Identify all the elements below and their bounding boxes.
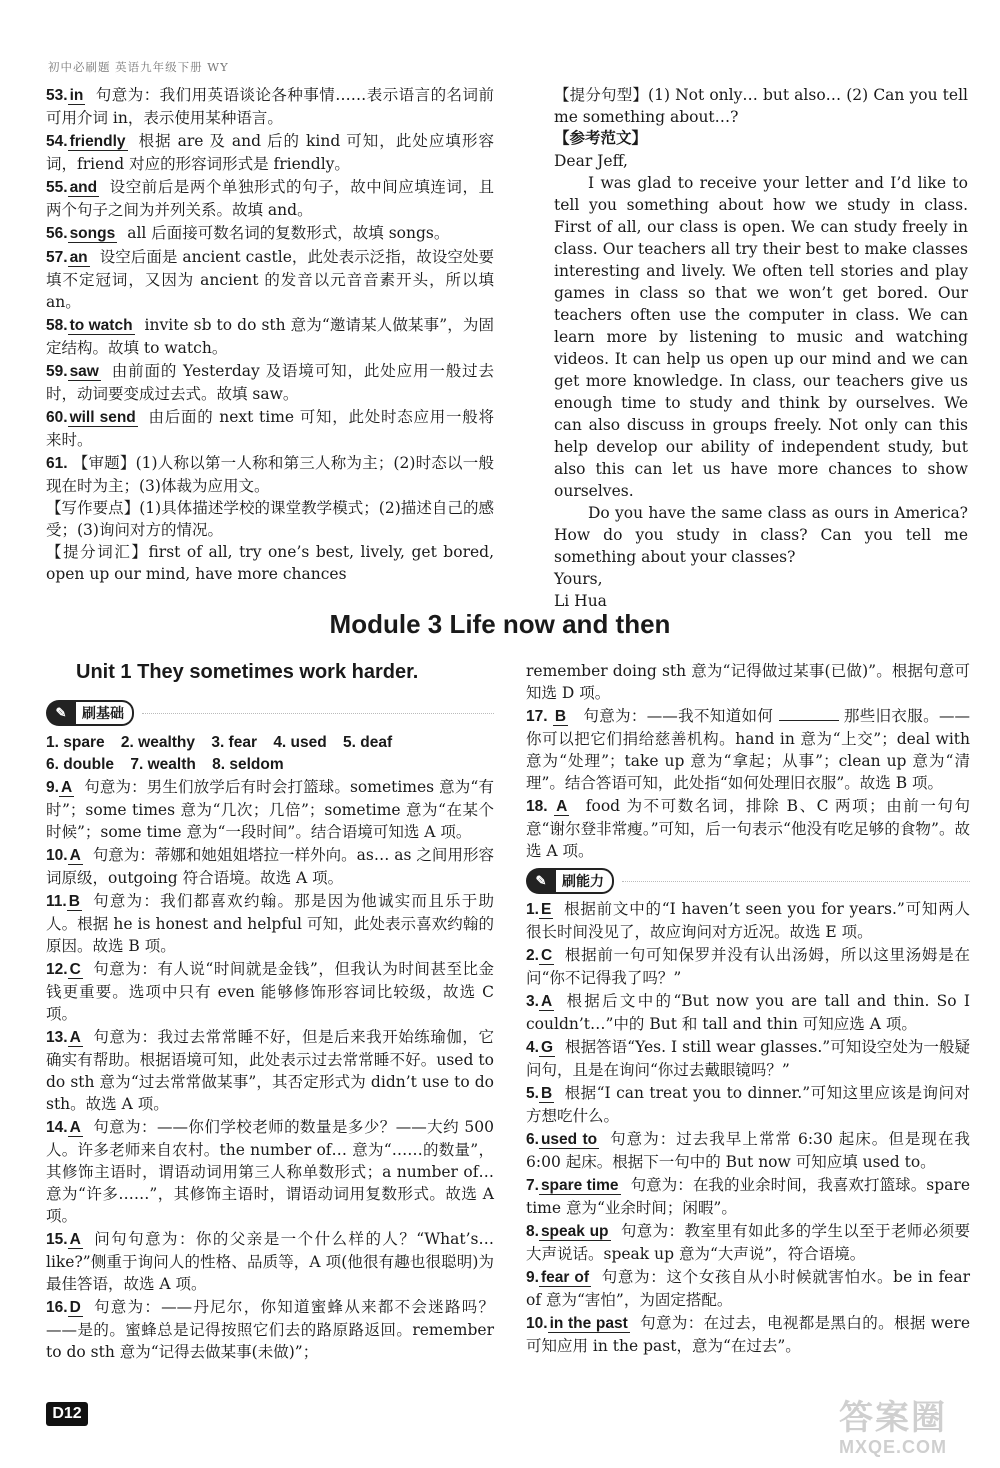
- vocab-answer: 6. double: [46, 756, 115, 773]
- answer-item: [46, 314, 494, 359]
- answer-key: A: [60, 779, 73, 796]
- item-number: 13.: [46, 1029, 68, 1046]
- watermark-text: 答案圈: [839, 1399, 947, 1437]
- item-number: 53.: [46, 87, 68, 104]
- bottom-right-column: [526, 660, 970, 1358]
- vocab-row-1: [46, 732, 494, 754]
- answer-key: B: [540, 1085, 553, 1102]
- item-number: 58.: [46, 317, 68, 334]
- answer-key: will send: [69, 409, 136, 426]
- answer-item: [46, 1116, 494, 1227]
- item-number: 59.: [46, 363, 68, 380]
- basic-tag-label: 刷基础: [76, 700, 134, 726]
- q61-line-2: 【写作要点】(1)具体描述学校的课堂教学模式；(2)描述自己的感受；(3)询问对方的情况。: [46, 499, 494, 539]
- item-number: 2.: [526, 947, 539, 964]
- answer-item: [526, 1312, 970, 1357]
- answer-key: fear of: [540, 1269, 590, 1286]
- answer-key: C: [69, 961, 81, 978]
- answer-key: A: [540, 993, 553, 1010]
- ability-tag: [526, 868, 614, 894]
- item-number: 11.: [46, 893, 67, 910]
- watermark: [808, 1400, 978, 1460]
- answer-item-61: [46, 452, 494, 585]
- vocab-answer: 1. spare: [46, 734, 105, 751]
- item-number: 9.: [46, 779, 59, 796]
- item-text: 句意为：在我的业余时间，我喜欢打篮球。spare time 意为“业余时间；闲暇”。: [526, 1176, 970, 1217]
- answer-key: A: [69, 1119, 81, 1136]
- vocab-answer: 4. used: [273, 734, 327, 751]
- answer-item: [46, 958, 494, 1025]
- item-text: 问句句意为：你的父亲是一个什么样的人？“What’s… like?”侧重于询问人的性格、品质等，A 项(他很有趣也很聪明)为最佳答语，故选 A 项。: [46, 1230, 494, 1293]
- essay-paragraph-2: Do you have the same class as ours in America? How do you study in class? Can you tell me something about your classes?: [554, 504, 968, 566]
- item-text: 句意为：这个女孩自从小时候就害怕水。be in fear of 意为“害怕”，为固定搭配。: [526, 1268, 971, 1309]
- item-number: 4.: [526, 1039, 539, 1056]
- item-text: invite sb to do sth 意为“邀请某人做某事”，为固定结构。故填 to watch。: [46, 316, 494, 357]
- item-number: 5.: [526, 1085, 539, 1102]
- answer-item: [46, 776, 494, 843]
- item-number: 61.: [46, 455, 68, 472]
- item-number: 54.: [46, 133, 68, 150]
- item-text: all 后面接可数名词的复数形式，故填 songs。: [127, 224, 450, 242]
- item-number: 55.: [46, 179, 68, 196]
- answer-item-17: [526, 705, 970, 794]
- item-number: 14.: [46, 1119, 68, 1136]
- essay-greeting: Dear Jeff,: [554, 152, 628, 170]
- item-number: 8.: [526, 1223, 539, 1240]
- answer-list-basic: [46, 776, 494, 1363]
- item-number: 7.: [526, 1177, 539, 1194]
- vocab-answer: 7. wealth: [130, 756, 196, 773]
- item-number: 57.: [46, 249, 68, 266]
- item-text-pre: 句意为：——我不知道如何: [583, 707, 774, 725]
- item-text: 由后面的 next time 可知，此处时态应用一般将来时。: [46, 408, 494, 449]
- item-text: 设空后面是 ancient castle，此处表示泛指，故设空处要填不定冠词，又因为 ancient 的发音以元音音素开头，所以填 an。: [46, 248, 494, 311]
- answer-key: songs: [69, 225, 116, 242]
- answer-key: A: [69, 1029, 81, 1046]
- vocab-answer: 3. fear: [211, 734, 257, 751]
- q61-line-1: 【审题】(1)人称以第一人称和第三人称为主；(2)时态以一般现在时为主；(3)体裁为应用文。: [46, 454, 494, 495]
- item-number: 3.: [526, 993, 539, 1010]
- answer-list-ability: [526, 898, 970, 1357]
- basic-section-header: [46, 700, 494, 726]
- item-number: 56.: [46, 225, 68, 242]
- answer-key: used to: [540, 1131, 598, 1148]
- answer-key: A: [556, 798, 568, 815]
- answer-item: [526, 1220, 970, 1265]
- essay-closing: Yours,: [554, 570, 603, 588]
- item-text-post: 那些旧衣服。——你可以把它们捐给慈善机构。hand in 意为“上交”；deal with 意为“处理”；take up 意为“拿起；从事”；clean up 意为“清理”。结合答语可知，此处指“如何处理旧衣服”。故选 B 项。: [526, 707, 970, 792]
- answer-key: to watch: [69, 317, 133, 334]
- item-text: 句意为：在过去，电视都是黑白的。根据 were 可知应用 in the past，意为“在过去”。: [526, 1314, 970, 1355]
- item-text: 根据前一句可知保罗并没有认出汤姆，所以这里汤姆是在问“你不记得我了吗？”: [526, 946, 970, 987]
- answer-item: [526, 1128, 970, 1173]
- item-number: 9.: [526, 1269, 539, 1286]
- answer-item: [46, 176, 494, 221]
- item-number: 18.: [526, 798, 548, 815]
- item-number: 6.: [526, 1131, 539, 1148]
- item-text: food 为不可数名词，排除 B、C 两项；由前一句句意“谢尔登非常瘦。”可知，后一句表示“他没有吃足够的食物”。故选 A 项。: [526, 797, 970, 860]
- answer-key: in the past: [549, 1315, 628, 1332]
- item-text: 根据 are 及 and 后的 kind 可知，此处应填形容词，friend 对应的形容词形式是 friendly。: [46, 132, 494, 173]
- module-title: Module 3 Life now and then: [329, 609, 671, 639]
- answer-key: and: [69, 179, 98, 196]
- answer-key: saw: [69, 363, 99, 380]
- answer-key: B: [554, 708, 567, 725]
- pen-icon: ✎: [526, 868, 556, 894]
- answer-item: [46, 84, 494, 129]
- item-text: 句意为：——丹尼尔，你知道蜜蜂从来都不会迷路吗？——是的。蜜蜂总是记得按照它们去的路原路返回。remember to do sth 意为“记得去做某事(未做)”；: [46, 1298, 494, 1361]
- item-text: 根据答语“Yes. I still wear glasses.”可知设空处为一般疑问句，且是在询问“你过去戴眼镜吗？”: [526, 1038, 970, 1079]
- answer-key: C: [540, 947, 553, 964]
- item-number: 17.: [526, 708, 548, 725]
- item-number: 10.: [46, 847, 68, 864]
- q61-line-3: 【提分词汇】first of all, try one’s best, lively, get bored, open up our mind, have more chances: [46, 543, 494, 583]
- answer-item: [46, 222, 494, 245]
- answer-item: [46, 1296, 494, 1363]
- bottom-left-column: [46, 700, 494, 1364]
- item-text: 句意为：教室里有如此多的学生以至于老师必须要大声说话。speak up 意为“大声说”，符合语境。: [526, 1222, 970, 1263]
- item-number: 1.: [526, 901, 539, 918]
- answer-blank: [779, 706, 839, 721]
- answer-key: E: [540, 901, 552, 918]
- item-text: 句意为：——你们学校老师的数量是多少？——大约 500 人。许多老师来自农村。the number of… 意为“……的数量”，其修饰主语时，谓语动词用第三人称单数形式；a number of… 意为“许多……”，其修饰主语时，谓语动词用复数形式。故选 A 项。: [46, 1118, 494, 1225]
- item-text: 句意为：蒂娜和她姐姐塔拉一样外向。as… as 之间用形容词原级，outgoing 符合语境。故选 A 项。: [46, 846, 494, 887]
- vocab-answer: 5. deaf: [343, 734, 393, 751]
- page-header: 初中必刷题 英语九年级下册 WY: [48, 60, 229, 74]
- answer-item: [526, 1082, 970, 1127]
- divider: [622, 880, 970, 882]
- divider: [142, 712, 494, 714]
- answer-item-18: [526, 795, 970, 862]
- item-number: 16.: [46, 1299, 68, 1316]
- answer-item: [526, 990, 970, 1035]
- item-text: 句意为：我们都喜欢约翰。那是因为他诚实而且乐于助人。根据 he is honest and helpful 可知，此处表示喜欢约翰的原因。故选 B 项。: [46, 892, 494, 955]
- answer-key: D: [69, 1299, 81, 1316]
- essay-signature: Li Hua: [554, 592, 607, 610]
- vocab-answer: 8. seldom: [212, 756, 284, 773]
- item-number: 10.: [526, 1315, 548, 1332]
- answer-item: [526, 1036, 970, 1081]
- answer-item: [526, 944, 970, 989]
- essay-paragraph-1: I was glad to receive your letter and I’d like to tell you something about how we study in class. First of all, our class is open. We can study freely in class. Our teachers all try their best to make classes interesting and lively. We often tell stories and play games in class so that we won’t get bored. Our teachers often use the computer in class. We can learn more by listening to music and watching videos. It can help us open up our mind and we can get more knowledge. In class, our teachers give us enough time to study and think by ourselves. We can also discuss in groups freely. Not only can this help develop our ability of independent study, but also this can let us have more chances to show ourselves.: [554, 174, 968, 500]
- answer-key: G: [540, 1039, 553, 1056]
- vocab-answer: 2. wealthy: [120, 734, 196, 751]
- top-left-column: [46, 84, 494, 586]
- basic-tag: [46, 700, 134, 726]
- pen-icon: ✎: [46, 700, 76, 726]
- answer-item: [46, 130, 494, 175]
- answer-item: [46, 360, 494, 405]
- item-number: 60.: [46, 409, 68, 426]
- unit-title: Unit 1 They sometimes work harder.: [76, 661, 419, 683]
- answer-key: an: [69, 249, 88, 266]
- continued-text: remember doing sth 意为“记得做过某事(已做)”。根据句意可知选 D 项。: [526, 662, 970, 702]
- answer-item: [526, 1266, 970, 1311]
- item-text: 句意为：有人说“时间就是金钱”，但我认为时间甚至比金钱更重要。选项中只有 even 能够修饰形容词比较级，故选 C 项。: [46, 960, 494, 1023]
- answer-item: [526, 898, 970, 943]
- answer-item: [46, 406, 494, 451]
- model-label: 【参考范文】: [554, 130, 648, 147]
- ability-tag-label: 刷能力: [556, 868, 614, 894]
- answer-key: speak up: [540, 1223, 609, 1240]
- answer-item: [46, 246, 494, 313]
- answer-key: in: [69, 87, 84, 104]
- item-text: 由前面的 Yesterday 及语境可知，此处应用一般过去时，动词要变成过去式。故填 saw。: [46, 362, 494, 403]
- model-essay: [554, 84, 968, 612]
- sentence-pattern: 【提分句型】(1) Not only… but also… (2) Can you tell me something about…?: [554, 86, 968, 126]
- answer-key: A: [69, 847, 81, 864]
- answer-key: spare time: [540, 1177, 619, 1194]
- item-number: 15.: [46, 1231, 68, 1248]
- answer-key: A: [69, 1231, 81, 1248]
- item-text: 根据后文中的“But now you are tall and thin. So I couldn’t…”中的 But 和 tall and thin 可知应选 A 项。: [526, 992, 970, 1033]
- item-text: 根据“I can treat you to dinner.”可知这里应该是询问对方想吃什么。: [526, 1084, 970, 1125]
- answer-key: B: [68, 893, 80, 910]
- answer-list-top: [46, 84, 494, 451]
- answer-key: friendly: [69, 133, 126, 150]
- ability-section-header: [526, 868, 970, 894]
- watermark-url: MXQE.COM: [838, 1437, 947, 1457]
- item-text: 句意为：我们用英语谈论各种事情……表示语言的名词前可用介词 in，表示使用某种语言。: [46, 86, 494, 127]
- answer-item: [46, 1228, 494, 1295]
- item-number: 12.: [46, 961, 68, 978]
- item-text: 句意为：我过去常常睡不好，但是后来我开始练瑜伽，它确实有帮助。根据语境可知，此处表示过去常常睡不好。used to do sth 意为“过去常常做某事”，其否定形式为 didn’t use to do sth。故选 A 项。: [46, 1028, 494, 1113]
- answer-item: [526, 1174, 970, 1219]
- item-text: 设空前后是两个单独形式的句子，故中间应填连词，且两个句子之间为并列关系。故填 and。: [46, 178, 494, 219]
- answer-item: [46, 844, 494, 889]
- vocab-row-2: [46, 754, 494, 776]
- item-text: 句意为：男生们放学后有时会打篮球。sometimes 意为“有时”；some times 意为“几次；几倍”；sometime 意为“在某个时候”；some time 意为“一段时间”。结合语境可知选 A 项。: [46, 778, 494, 841]
- page-number: D12: [46, 1402, 88, 1426]
- item-text: 句意为：过去我早上常常 6:30 起床。但是现在我 6:00 起床。根据下一句中的 But now 可知应填 used to。: [526, 1130, 970, 1171]
- answer-item: [46, 890, 494, 957]
- item-text: 根据前文中的“I haven’t seen you for years.”可知两人很长时间没见了，故应询问对方近况。故选 E 项。: [526, 900, 970, 941]
- answer-item: [46, 1026, 494, 1115]
